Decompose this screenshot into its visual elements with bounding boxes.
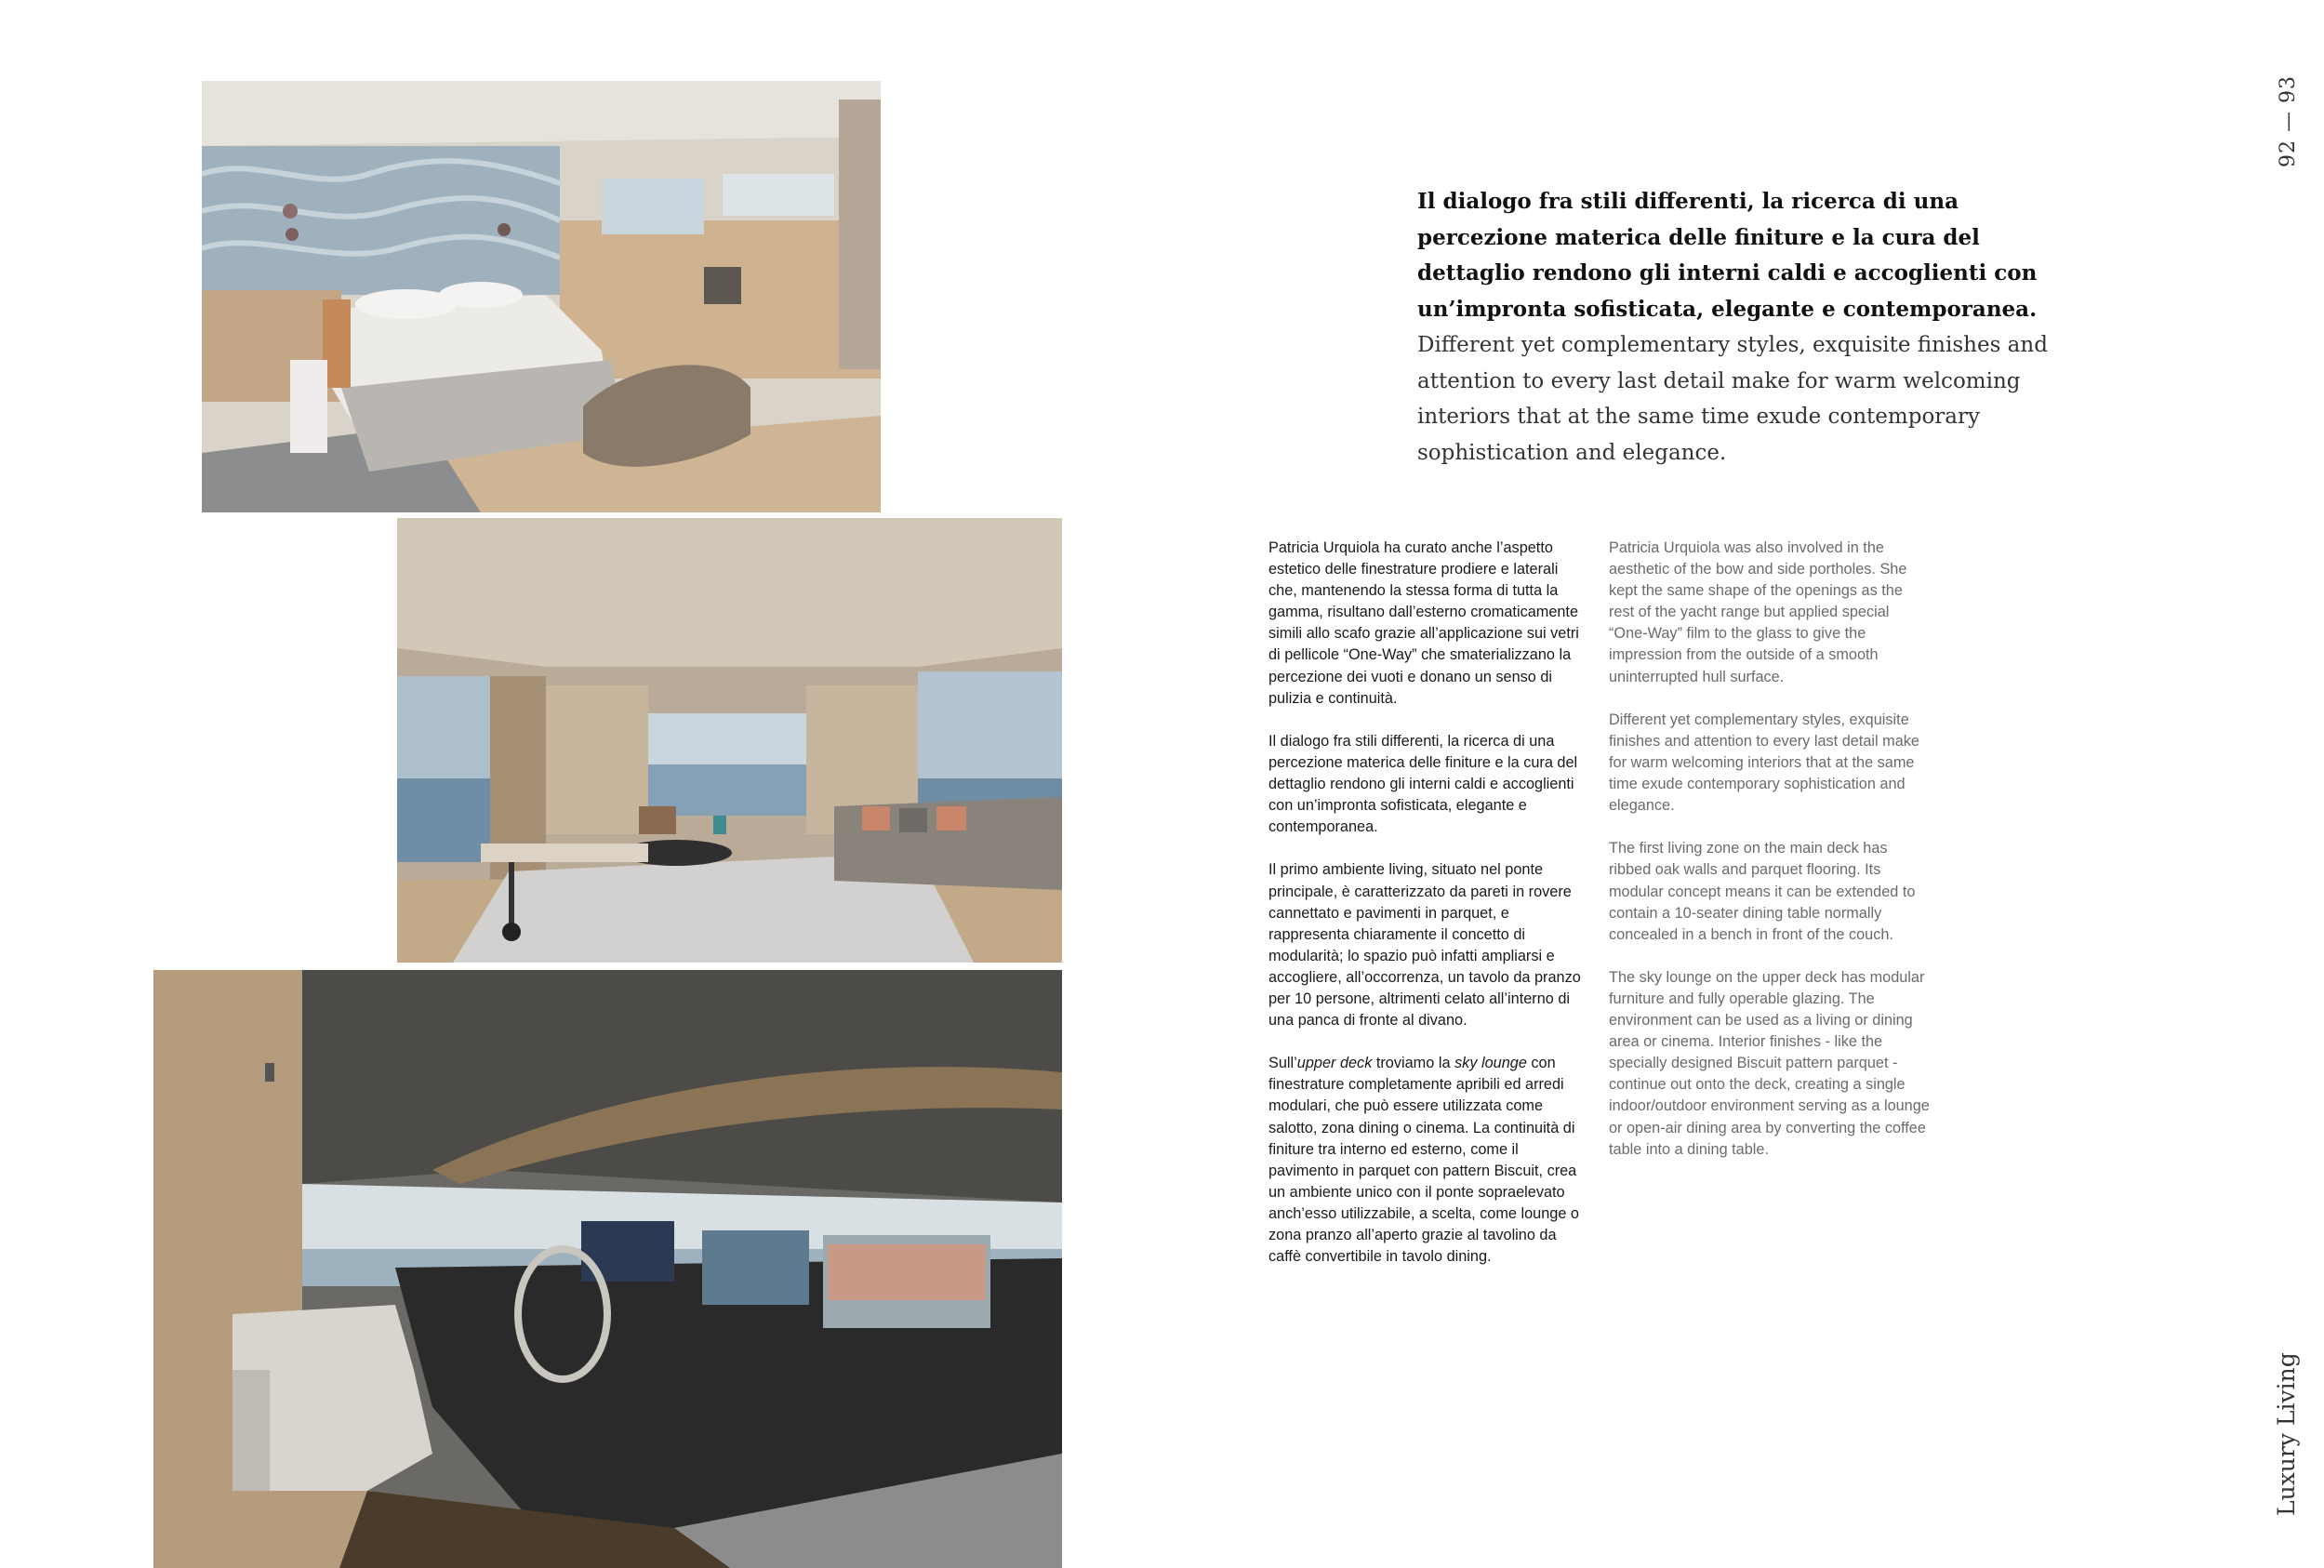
italian-p4-upper-deck: upper deck [1296, 1055, 1373, 1072]
english-body-column [1609, 538, 1930, 1182]
italian-p4-c: troviamo la [1372, 1055, 1455, 1072]
pull-quote [1417, 184, 2087, 471]
italian-p4-e: con finestrature completamente apribili ed arredi modulari, che può essere utilizzata come salotto, zona dining o cinema. La continuità di finiture tra interno ed esterno, come il pavimento in parquet con pattern Biscuit, crea un ambiente unico con il ponte sopraelevato anch’esso utilizzabile, a scelta, come lounge o zona pranzo all’aperto grazie al tavolino da caffè convertibile in tavolo dining. [1268, 1055, 1579, 1266]
italian-paragraph: Il primo ambiente living, situato nel ponte principale, è caratterizzato da pareti in rovere cannettato e pavimenti in parquet, e rappresenta chiaramente il concetto di modularità; lo spazio può infatti ampliarsi e accogliere, all’occorrenza, un tavolo da pranzo per 10 persone, altrimenti celato all’interno di una panca di fronte al divano. [1268, 861, 1581, 1030]
italian-p4-a: Sull’ [1268, 1055, 1297, 1072]
page-numbers-text: 92 — 93 [2277, 75, 2300, 167]
section-title [2269, 1352, 2306, 1516]
page-numbers [2277, 65, 2306, 167]
italian-paragraph [1268, 1053, 1589, 1268]
pull-quote-italian: Il dialogo fra stili differenti, la ricerca di una percezione materica delle finiture e la cura del dettaglio rendono gli interni caldi e accoglienti con un’impronta sofisticata, elegante e contemporanea. [1417, 189, 2038, 322]
italian-paragraph: Patricia Urquiola ha curato anche l’aspetto estetico delle finestrature prodiere e laterali che, mantenendo la stessa forma di tutta la gamma, risultano dall’esterno cromaticamente simili allo scafo grazie all’applicazione sui vetri di pellicole “One-Way” che smaterializzano la percezione dei vuoti e donano un senso di pulizia e continuità. [1268, 539, 1579, 707]
english-paragraph: The first living zone on the main deck has ribbed oak walls and parquet flooring. Its modular concept means it can be extended to contain a 10-seater dining table normally concealed in a bench in front of the couch. [1609, 840, 1916, 943]
italian-p4-sky-lounge: sky lounge [1454, 1055, 1527, 1072]
english-paragraph: Different yet complementary styles, exquisite finishes and attention to every last detail make for warm welcoming interiors that at the same time exude contemporary sophistication and elegance. [1609, 711, 1919, 815]
helm-station-photo [153, 970, 1062, 1568]
english-paragraph: The sky lounge on the upper deck has modular furniture and fully operable glazing. The environment can be used as a living or dining area or cinema. Interior finishes - like the specially designed Biscuit pattern parquet - continue out onto the deck, creating a single indoor/outdoor environment serving as a lounge or open-air dining area by converting the coffee table into a dining table. [1609, 968, 1930, 1158]
italian-paragraph: Il dialogo fra stili differenti, la ricerca di una percezione materica delle finiture e la cura del dettaglio rendono gli interni caldi e accoglienti con un’impronta sofisticata, elegante e contemporanea. [1268, 732, 1578, 836]
living-room-photo [397, 518, 1062, 963]
pull-quote-english: Different yet complementary styles, exquisite finishes and attention to every last detail make for warm welcoming interiors that at the same time exude contemporary sophistication and elegance. [1417, 333, 2048, 465]
bedroom-photo [202, 81, 881, 512]
english-paragraph: Patricia Urquiola was also involved in the aesthetic of the bow and side portholes. She kept the same shape of the openings as the rest of the yacht range but applied special “One-Way” film to the glass to give the impression from the outside of a smooth uninterrupted hull surface. [1609, 539, 1907, 685]
section-title-text: Luxury Living [2273, 1352, 2300, 1516]
italian-body-column [1268, 538, 1589, 1289]
